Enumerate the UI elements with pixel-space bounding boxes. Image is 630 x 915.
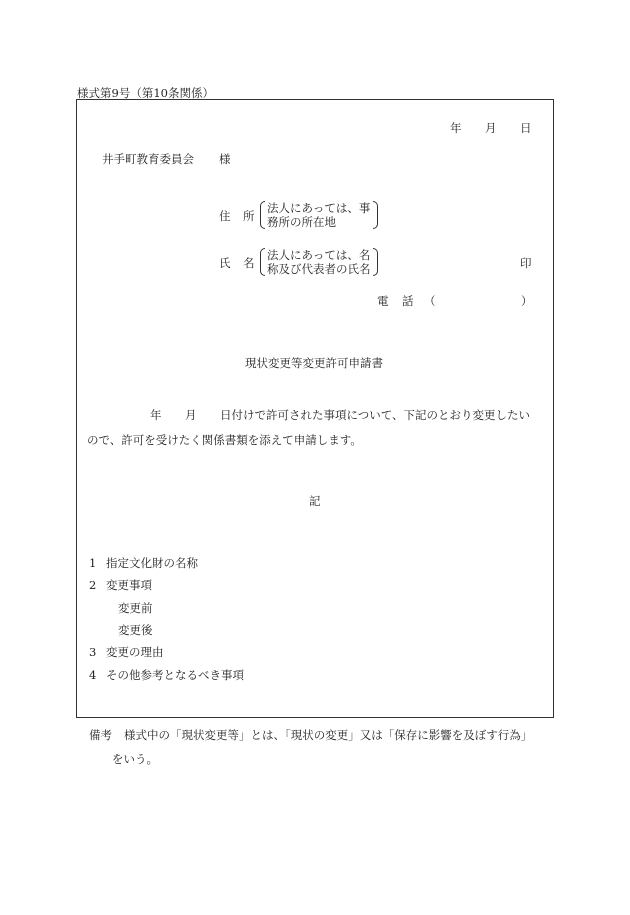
right-bracket — [373, 201, 378, 229]
left-bracket — [260, 201, 265, 229]
item-text: 指定文化財の名称 — [106, 556, 198, 570]
date-year-label: 年 — [450, 121, 462, 135]
name-label-1: 氏 — [219, 256, 231, 270]
addressee-name: 井手町教育委員会 — [102, 152, 194, 166]
phone-label-2: 話 — [402, 294, 414, 308]
body-month: 月 — [185, 408, 197, 422]
body-line2: ので、許可を受けたく関係書類を添えて申請します。 — [87, 433, 362, 447]
document-title: 現状変更等変更許可申請書 — [245, 356, 383, 370]
item-number: 3 — [89, 645, 97, 659]
addressee-honorific: 様 — [219, 152, 231, 166]
address-label-1: 住 — [219, 209, 231, 223]
name-note-line1: 法人にあっては、名 — [267, 248, 371, 262]
ki-label: 記 — [309, 494, 321, 508]
body-year: 年 — [150, 408, 162, 422]
address-label-2: 所 — [243, 209, 255, 223]
item-text: 変更事項 — [106, 578, 152, 592]
seal-mark: 印 — [520, 256, 532, 270]
date-day-label: 日 — [520, 121, 532, 135]
remarks-line2: をいう。 — [112, 752, 158, 766]
body-line1: 日付けで許可された事項について、下記のとおり変更したい — [220, 408, 531, 422]
item-text: 変更後 — [118, 623, 153, 637]
left-bracket — [260, 248, 265, 276]
address-note — [260, 201, 378, 229]
remarks-label: 備考 — [89, 728, 112, 742]
phone-label-1: 電 — [377, 294, 389, 308]
item-text: その他参考となるべき事項 — [106, 668, 244, 682]
name-note-line2: 称及び代表者の氏名 — [267, 262, 371, 276]
item-number: 2 — [89, 578, 97, 592]
right-bracket — [373, 248, 378, 276]
date-month-label: 月 — [485, 121, 497, 135]
phone-open-paren: （ — [424, 294, 436, 308]
phone-close-paren: ） — [521, 294, 533, 308]
item-text: 変更の理由 — [106, 645, 164, 659]
address-note-line1: 法人にあっては、事 — [267, 201, 371, 215]
item-number: 4 — [89, 668, 97, 682]
form-number: 様式第9号（第10条関係） — [77, 86, 214, 100]
name-note — [260, 248, 378, 276]
item-number: 1 — [89, 556, 97, 570]
item-text: 変更前 — [118, 601, 153, 615]
remarks-line1: 様式中の「現状変更等」とは、「現状の変更」又は「保存に影響を及ぼす行為」 — [124, 728, 533, 742]
name-label-2: 名 — [243, 256, 255, 270]
address-note-line2: 務所の所在地 — [267, 215, 336, 229]
